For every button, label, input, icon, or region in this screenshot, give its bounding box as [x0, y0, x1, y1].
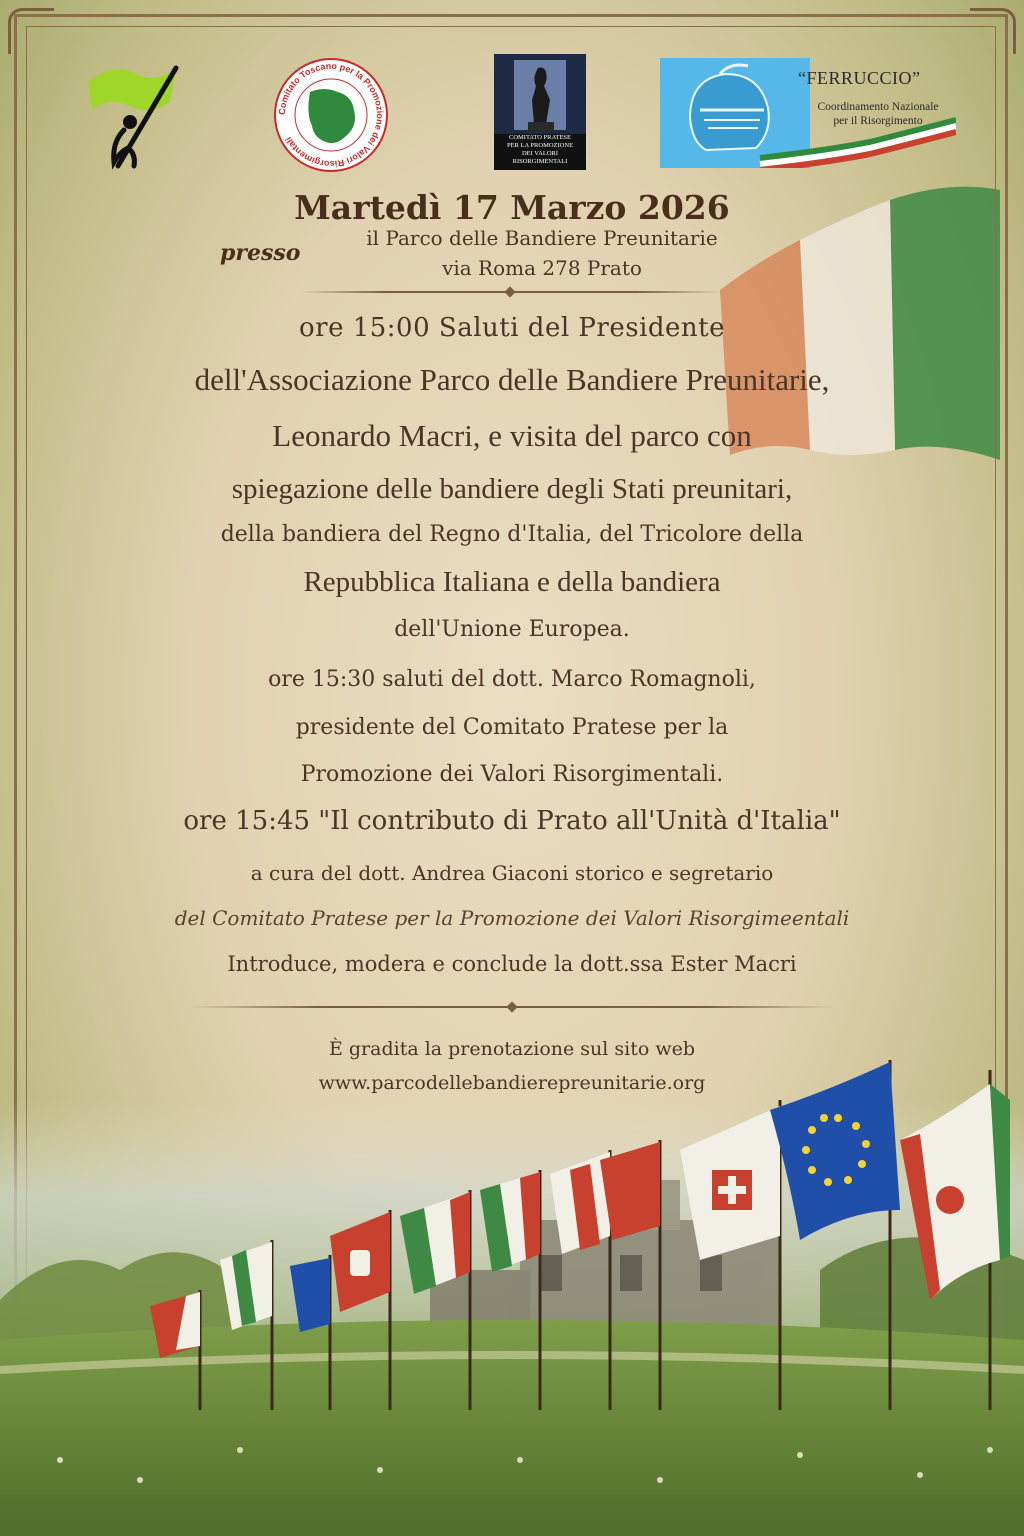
event-date: Martedì 17 Marzo 2026 [294, 188, 730, 227]
corner-ornament [8, 8, 54, 54]
subtitle-line: Coordinamento Nazionale [817, 101, 939, 113]
caption-line: PER LA PROMOZIONE [506, 142, 574, 149]
ring-text: Comitato Toscano per la Promozione dei Valori Risorgimentali [276, 60, 386, 170]
program-line: della bandiera del Regno d'Italia, del Tricolore della [220, 522, 804, 547]
flag-bearer-logo [84, 62, 180, 172]
program-line: ore 15:00 Saluti del Presidente [298, 313, 725, 343]
divider [190, 1006, 834, 1008]
caption-line: RISORGIMENTALI [512, 158, 568, 165]
program-line: spiegazione delle bandiere degli Stati preunitari, [231, 473, 793, 505]
program-line: a cura del dott. Andrea Giaconi storico e segretario [250, 861, 774, 885]
corner-ornament [970, 8, 1016, 54]
program-line: dell'Unione Europea. [394, 617, 630, 642]
booking-url[interactable]: www.parcodellebandierepreunitarie.org [318, 1072, 706, 1094]
divider [300, 291, 720, 293]
ferruccio-title: “FERRUCCIO” [798, 68, 921, 88]
program-line: ore 15:30 saluti del dott. Marco Romagnoli, [268, 667, 756, 692]
venue-address: via Roma 278 Prato [442, 256, 642, 280]
presso-label: presso [220, 240, 301, 266]
program-line: Repubblica Italiana e della bandiera [303, 566, 721, 598]
statue-icon [494, 54, 586, 134]
caption-line: COMITATO PRATESE [508, 134, 572, 141]
program-line: dell'Associazione Parco delle Bandiere Preunitarie, [194, 362, 830, 397]
comitato-toscano-logo [272, 56, 390, 174]
subtitle-line: per il Risorgimento [833, 115, 923, 127]
comitato-pratese-logo [494, 54, 586, 170]
program-line: presidente del Comitato Pratese per la [295, 715, 729, 740]
program-line: del Comitato Pratese per la Promozione dei Valori Risorgimeentali [174, 906, 850, 930]
program-line: Introduce, modera e conclude la dott.ssa Ester Macri [227, 952, 797, 976]
program-line: Leonardo Macri, e visita del parco con [272, 418, 752, 453]
ferruccio-logo [660, 58, 956, 168]
flags-park-illustration [0, 1040, 1024, 1536]
booking-note: È gradita la prenotazione sul sito web [328, 1038, 696, 1060]
program-line: Promozione dei Valori Risorgimentali. [300, 762, 724, 787]
caption-line: DEI VALORI [521, 150, 559, 157]
venue-name: il Parco delle Bandiere Preunitarie [366, 226, 718, 250]
ferruccio-subtitle [798, 100, 958, 128]
program-line: ore 15:45 "Il contributo di Prato all'Unità d'Italia" [183, 806, 841, 836]
